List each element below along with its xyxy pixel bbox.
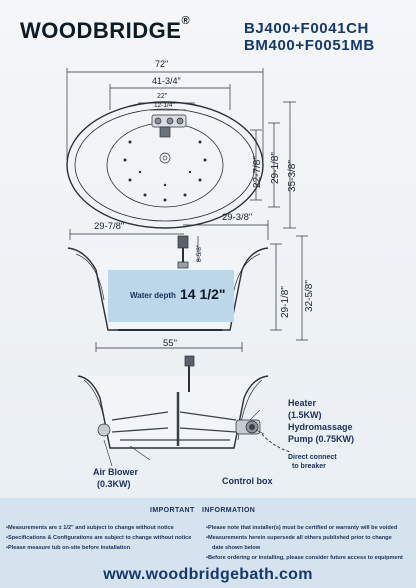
model-number-1: BJ400+F0041CH xyxy=(244,20,369,37)
side-view-tub xyxy=(68,248,268,330)
dim-overall-width: 35-3/8" xyxy=(287,160,298,192)
jets xyxy=(124,141,207,202)
equipment-tub xyxy=(78,376,268,448)
control-box-label: Control box xyxy=(222,476,273,486)
dim-inner-height: 29-1/8" xyxy=(280,286,291,318)
registered-mark: ® xyxy=(181,14,191,27)
right-notes xyxy=(206,523,403,563)
blower-unit xyxy=(98,424,110,436)
blower-power: (0.3KW) xyxy=(97,479,131,489)
dim-faucet-spread: 12-1/4" xyxy=(154,102,175,109)
right-note-2: • Measurements herein supersede all others published prior to change xyxy=(206,533,403,543)
left-note-1: • Measurements are ± 1/2" and subject to change without notice xyxy=(6,523,191,533)
connect-line-1: Direct connect xyxy=(288,454,337,461)
left-note-2: • Specifications & Configurations are subject to change without notice xyxy=(6,533,191,543)
dim-inner-width: 22-7/8" xyxy=(252,156,263,188)
model-number-2: BM400+F0051MB xyxy=(244,37,375,54)
brand-name: WOODBRIDGE xyxy=(20,18,182,43)
dim-inner-length: 22" xyxy=(157,93,168,100)
dim-overall-height: 32-5/8" xyxy=(304,280,315,312)
important-heading: IMPORTANT xyxy=(150,507,195,514)
water-depth-value: 14 1/2" xyxy=(180,286,226,302)
left-note-3: • Please measure tub on-site before installation xyxy=(6,543,191,553)
dim-left-offset: 29-7/8" xyxy=(94,221,125,232)
left-notes xyxy=(6,523,191,553)
dim-right-offset: 29-3/8" xyxy=(222,212,253,223)
dim-overall-length: 72" xyxy=(155,59,169,69)
pump-heater-unit xyxy=(236,420,260,434)
dim-rim-width: 29-1/8" xyxy=(270,152,281,184)
water-depth-label: Water depth xyxy=(130,291,176,300)
pump-label: Hydromassage xyxy=(288,422,353,432)
website-link[interactable]: www.woodbridgebath.com xyxy=(103,566,313,583)
information-heading: INFORMATION xyxy=(202,507,256,514)
dim-faucet-height: 8-5/8" xyxy=(196,244,203,262)
right-note-1: • Please note that installer(s) must be certified or warranty will be voided xyxy=(206,523,403,533)
heater-label: Heater xyxy=(288,398,317,408)
heater-power: (1.5KW) xyxy=(288,410,322,420)
connect-line-2: to breaker xyxy=(292,463,326,470)
top-faucet xyxy=(152,115,186,137)
dim-bottom-length: 55" xyxy=(163,338,177,349)
blower-label: Air Blower xyxy=(93,467,139,477)
right-note-4: • Before ordering or installing, please consider future access to equipment xyxy=(206,553,403,563)
right-note-3: date shown below xyxy=(212,545,261,551)
dim-outer-rim: 41-3/4" xyxy=(152,76,181,86)
pump-power: Pump (0.75KW) xyxy=(288,434,355,444)
